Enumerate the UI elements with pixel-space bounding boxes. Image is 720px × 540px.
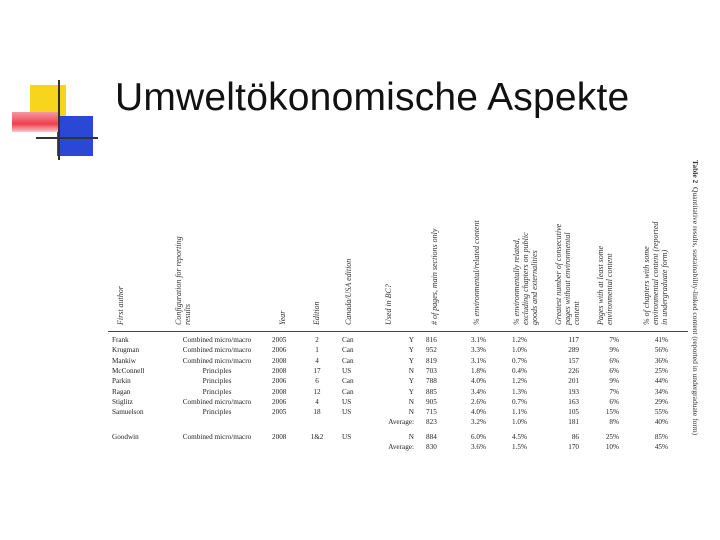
- table-cell: 2008: [272, 366, 287, 375]
- table-cell: 10%: [605, 443, 619, 451]
- table-cell: Combined micro/macro: [182, 346, 252, 355]
- table-cell: 85%: [654, 432, 668, 441]
- table-cell: Principles: [202, 387, 232, 396]
- table-cell: Combined micro/macro: [182, 432, 252, 441]
- table-cell: 905: [426, 397, 437, 406]
- table-cell: Combined micro/macro: [182, 356, 252, 365]
- table-cell: US: [342, 408, 352, 417]
- table-cell: 6%: [609, 397, 619, 406]
- table-cell: 1: [315, 346, 319, 355]
- column-header: % of chapters with some environmental content (reported in undergraduate form): [642, 221, 669, 325]
- table-cell: 1.8%: [471, 366, 486, 375]
- table-cell: 18: [313, 408, 321, 417]
- table-cell: 2006: [272, 346, 287, 355]
- table-cell: 41%: [654, 336, 668, 344]
- table-caption: [684, 160, 700, 490]
- table-cell: Y: [408, 356, 414, 365]
- table-cell: Average:: [388, 418, 414, 427]
- table-cell: 4: [315, 397, 319, 406]
- table-cell: Stiglitz: [112, 397, 133, 406]
- decor-blue-square: [57, 116, 93, 156]
- table-cell: 2008: [272, 356, 287, 365]
- table-cell: Can: [342, 346, 354, 355]
- table-cell: Frank: [112, 336, 129, 344]
- table-cell: 819: [426, 356, 437, 365]
- table-cell: 1.5%: [512, 443, 527, 451]
- table-cell: US: [342, 397, 352, 406]
- table-cell: Can: [342, 336, 354, 344]
- table-cell: 952: [426, 346, 437, 355]
- table-cell: Y: [408, 377, 414, 386]
- table-cell: 86: [571, 432, 579, 441]
- table-cell: Y: [408, 336, 414, 344]
- column-header: Edition: [312, 301, 321, 325]
- table-cell: Mankiw: [112, 356, 136, 365]
- table-cell: 55%: [654, 408, 668, 417]
- table-cell: 1.0%: [512, 346, 527, 355]
- column-header: Greatest number of consecutive pages without environmental content: [554, 223, 581, 325]
- table-cell: 4.0%: [471, 377, 486, 386]
- table-cell: 201: [568, 377, 579, 386]
- table-cell: 117: [568, 336, 579, 344]
- table-cell: 289: [568, 346, 579, 355]
- column-header: % environmentally related, excluding chapters on public goods and externalities: [512, 232, 539, 325]
- table-cell: 6%: [609, 356, 619, 365]
- table-cell: Combined micro/macro: [182, 397, 252, 406]
- table-cell: 3.4%: [471, 387, 486, 396]
- column-header: % environmental/related content: [472, 220, 481, 325]
- table-cell: Samuelson: [112, 408, 144, 417]
- table-cell: Goodwin: [112, 432, 139, 441]
- table-cell: 2005: [272, 336, 287, 344]
- column-header: Canada/USA edition: [344, 258, 353, 325]
- table-cell: 170: [568, 443, 579, 451]
- table-cell: 2006: [272, 377, 287, 386]
- table-cell: Parkin: [112, 377, 131, 386]
- table-cell: 15%: [605, 408, 619, 417]
- slide-title: Umweltökonomische Aspekte: [115, 76, 630, 119]
- table-cell: N: [408, 432, 414, 441]
- table-cell: 1.3%: [512, 387, 527, 396]
- column-header: Used in BC?: [384, 284, 393, 325]
- table-cell: 788: [426, 377, 437, 386]
- table-cell: 4.0%: [471, 408, 486, 417]
- table-cell: 44%: [654, 377, 668, 386]
- table-cell: Can: [342, 356, 354, 365]
- table-cell: Principles: [202, 408, 232, 417]
- table-cell: 6: [315, 377, 319, 386]
- table-cell: 6.0%: [471, 432, 486, 441]
- table-cell: 3.1%: [471, 336, 486, 344]
- table-cell: 8%: [609, 418, 619, 427]
- decor-red-bar: [12, 112, 58, 132]
- scanned-table: [108, 160, 702, 490]
- table-cell: Ragan: [112, 387, 131, 396]
- table-cell: 3.1%: [471, 356, 486, 365]
- table-cell: 2.6%: [471, 397, 486, 406]
- table-cell: 6%: [609, 366, 619, 375]
- table-cell: 1.0%: [512, 418, 527, 427]
- table-cell: 2008: [272, 387, 287, 396]
- table-cell: 9%: [609, 377, 619, 386]
- table-cell: 715: [426, 408, 437, 417]
- table-cell: Can: [342, 387, 354, 396]
- decor-vertical-line: [58, 80, 60, 160]
- table-cell: 226: [568, 366, 579, 375]
- table-cell: 34%: [654, 387, 668, 396]
- table-cell: N: [408, 366, 414, 375]
- table-cell: 2: [315, 336, 319, 344]
- table-cell: 193: [568, 387, 579, 396]
- table-cell: US: [342, 366, 352, 375]
- table-cell: 4: [315, 356, 319, 365]
- table-cell: 1&2: [310, 432, 324, 441]
- table-cell: Can: [342, 377, 354, 386]
- table-cell: Y: [408, 387, 414, 396]
- table-cell: 3.3%: [471, 346, 486, 355]
- table-cell: 4.5%: [512, 432, 527, 441]
- table-cell: Principles: [202, 377, 232, 386]
- decor-horizontal-line: [36, 137, 98, 139]
- table-cell: 1.2%: [512, 377, 527, 386]
- table-cell: 703: [426, 366, 437, 375]
- table-cell: 3.2%: [471, 418, 486, 427]
- table-cell: 9%: [609, 346, 619, 355]
- table-cell: 0.4%: [512, 366, 527, 375]
- table-cell: 2005: [272, 408, 287, 417]
- table-cell: 157: [568, 356, 579, 365]
- table-cell: 884: [426, 432, 437, 441]
- table-caption-label: Table 2: [691, 160, 700, 184]
- table-cell: 816: [426, 336, 437, 344]
- table-cell: Y: [408, 346, 414, 355]
- table-cell: 0.7%: [512, 356, 527, 365]
- table-cell: N: [408, 397, 414, 406]
- table-cell: 7%: [609, 336, 619, 344]
- table-cell: 105: [568, 408, 579, 417]
- table-cell: Combined micro/macro: [182, 336, 252, 344]
- table-cell: McConnell: [112, 366, 145, 375]
- column-header: Configuration for reporting results: [174, 236, 192, 325]
- table-cell: 830: [426, 443, 437, 451]
- table-caption-text: Quantitative results, sustainability-linked content (reported in undergraduate form): [691, 187, 700, 436]
- table-cell: US: [342, 432, 352, 441]
- table-cell: 45%: [654, 443, 668, 451]
- table-cell: 0.7%: [512, 397, 527, 406]
- table-cell: 17: [313, 366, 321, 375]
- column-header: Pages with at least some environmental content: [596, 245, 614, 325]
- table-cell: 25%: [654, 366, 668, 375]
- table-cell: 56%: [654, 346, 668, 355]
- table-cell: 823: [426, 418, 437, 427]
- table-cell: Principles: [202, 366, 232, 375]
- table-cell: 3.6%: [471, 443, 486, 451]
- table-cell: 181: [568, 418, 579, 427]
- table-cell: Krugman: [112, 346, 140, 355]
- table-cell: 885: [426, 387, 437, 396]
- table-cell: Average:: [388, 443, 414, 451]
- column-header: Year: [278, 310, 287, 325]
- table-cell: N: [408, 408, 414, 417]
- table-rule: [108, 331, 688, 332]
- table-cell: 2008: [272, 432, 287, 441]
- table-cell: 2006: [272, 397, 287, 406]
- table-cell: 36%: [654, 356, 668, 365]
- table-cell: 29%: [654, 397, 668, 406]
- column-header: First author: [116, 286, 125, 325]
- column-header: # of pages, main sections only: [430, 228, 439, 325]
- table-cell: 12: [313, 387, 321, 396]
- table-cell: 1.2%: [512, 336, 527, 344]
- table-cell: 1.1%: [512, 408, 527, 417]
- table-cell: 40%: [654, 418, 668, 427]
- table-cell: 163: [568, 397, 579, 406]
- table-cell: 7%: [609, 387, 619, 396]
- table-cell: 25%: [605, 432, 619, 441]
